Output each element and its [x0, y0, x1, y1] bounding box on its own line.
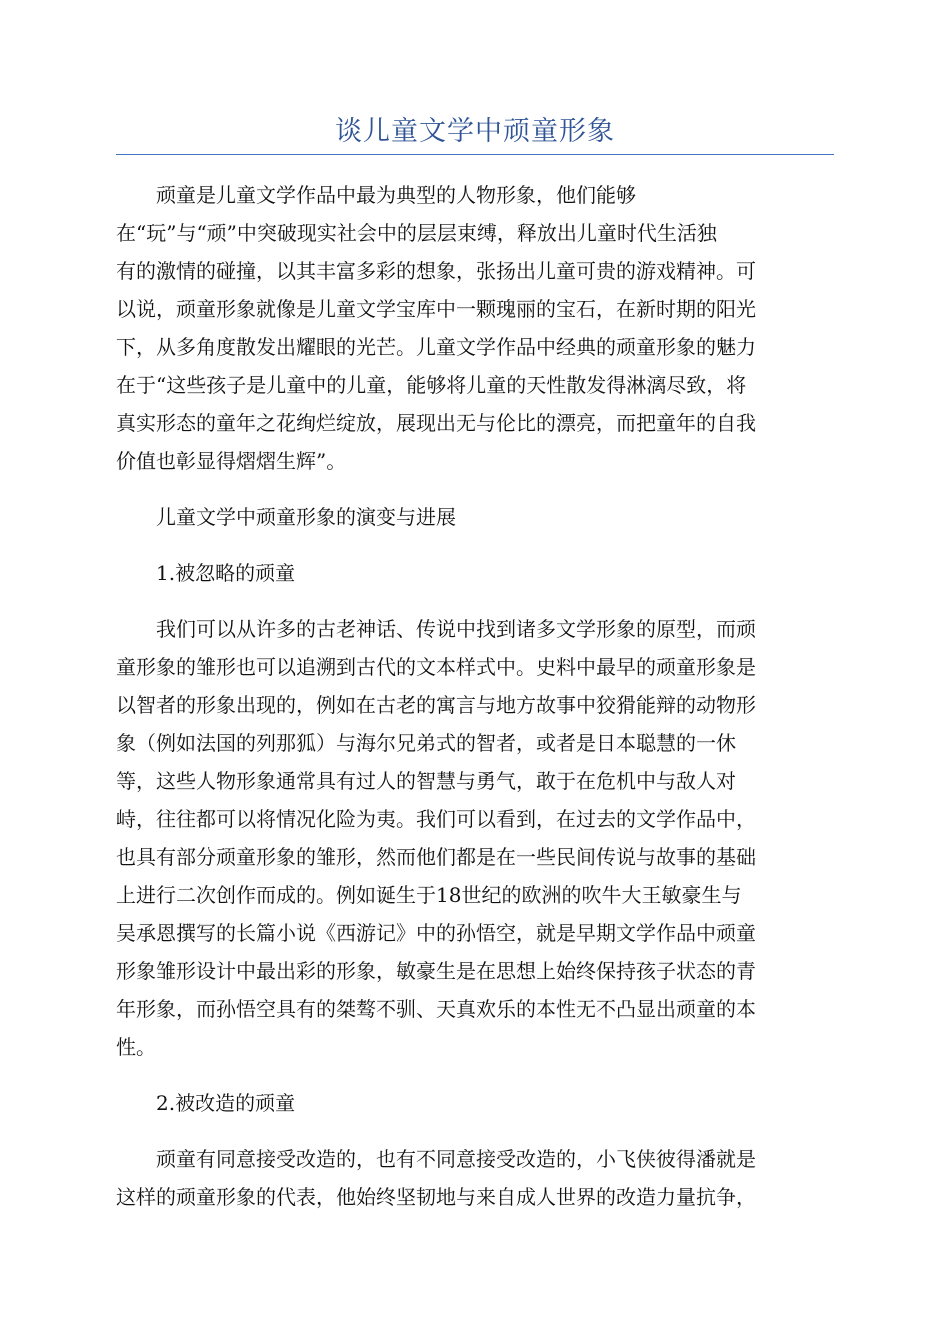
text-line: 我们可以从许多的古老神话、传说中找到诸多文学形象的原型，而顽	[156, 617, 756, 641]
text-line: 有的激情的碰撞，以其丰富多彩的想象，张扬出儿童可贵的游戏精神。可	[116, 259, 756, 283]
text-line: 形象雏形设计中最出彩的形象，敏豪生是在思想上始终保持孩子状态的青	[116, 959, 756, 983]
text-line: 年形象，而孙悟空具有的桀骜不驯、天真欢乐的本性无不凸显出顽童的本	[116, 997, 756, 1021]
text-line: 性。	[116, 1035, 156, 1059]
text-line: 2.被改造的顽童	[156, 1091, 296, 1115]
text-line: 儿童文学中顽童形象的演变与进展	[156, 505, 456, 529]
text-line: 上进行二次创作而成的。例如诞生于18世纪的欧洲的吹牛大王敏豪生与	[116, 883, 742, 907]
text-line: 顽童是儿童文学作品中最为典型的人物形象，他们能够	[156, 183, 636, 207]
text-line: 以说，顽童形象就像是儿童文学宝库中一颗瑰丽的宝石，在新时期的阳光	[116, 297, 756, 321]
paragraph	[116, 610, 834, 1066]
text-line: 这样的顽童形象的代表，他始终坚韧地与来自成人世界的改造力量抗争，	[116, 1185, 756, 1209]
text-line: 下，从多角度散发出耀眼的光芒。儿童文学作品中经典的顽童形象的魅力	[116, 335, 756, 359]
text-line: 顽童有同意接受改造的，也有不同意接受改造的，小飞侠彼得潘就是	[156, 1147, 756, 1171]
title-underline	[116, 154, 834, 155]
text-line: 峙，往往都可以将情况化险为夷。我们可以看到，在过去的文学作品中，	[116, 807, 756, 831]
section-heading	[116, 498, 834, 536]
paragraph	[116, 176, 834, 480]
text-line: 在“玩”与“顽”中突破现实社会中的层层束缚，释放出儿童时代生活独	[116, 221, 717, 245]
text-line: 以智者的形象出现的，例如在古老的寓言与地方故事中狡猾能辩的动物形	[116, 693, 756, 717]
text-line: 真实形态的童年之花绚烂绽放，展现出无与伦比的漂亮，而把童年的自我	[116, 411, 756, 435]
paragraph	[116, 1140, 834, 1216]
text-line: 在于“这些孩子是儿童中的儿童，能够将儿童的天性散发得淋漓尽致，将	[116, 373, 747, 397]
text-line: 1.被忽略的顽童	[156, 561, 296, 585]
document-body	[116, 176, 834, 1234]
document-title: 谈儿童文学中顽童形象	[335, 116, 615, 147]
text-line: 童形象的雏形也可以追溯到古代的文本样式中。史料中最早的顽童形象是	[116, 655, 756, 679]
text-line: 等，这些人物形象通常具有过人的智慧与勇气，敢于在危机中与敌人对	[116, 769, 736, 793]
text-line: 象（例如法国的列那狐）与海尔兄弟式的智者，或者是日本聪慧的一休	[116, 731, 736, 755]
text-line: 吴承恩撰写的长篇小说《西游记》中的孙悟空，就是早期文学作品中顽童	[116, 921, 756, 945]
text-line: 价值也彰显得熠熠生辉”。	[116, 449, 347, 473]
text-line: 也具有部分顽童形象的雏形，然而他们都是在一些民间传说与故事的基础	[116, 845, 756, 869]
subsection-heading	[116, 1084, 834, 1122]
subsection-heading	[116, 554, 834, 592]
